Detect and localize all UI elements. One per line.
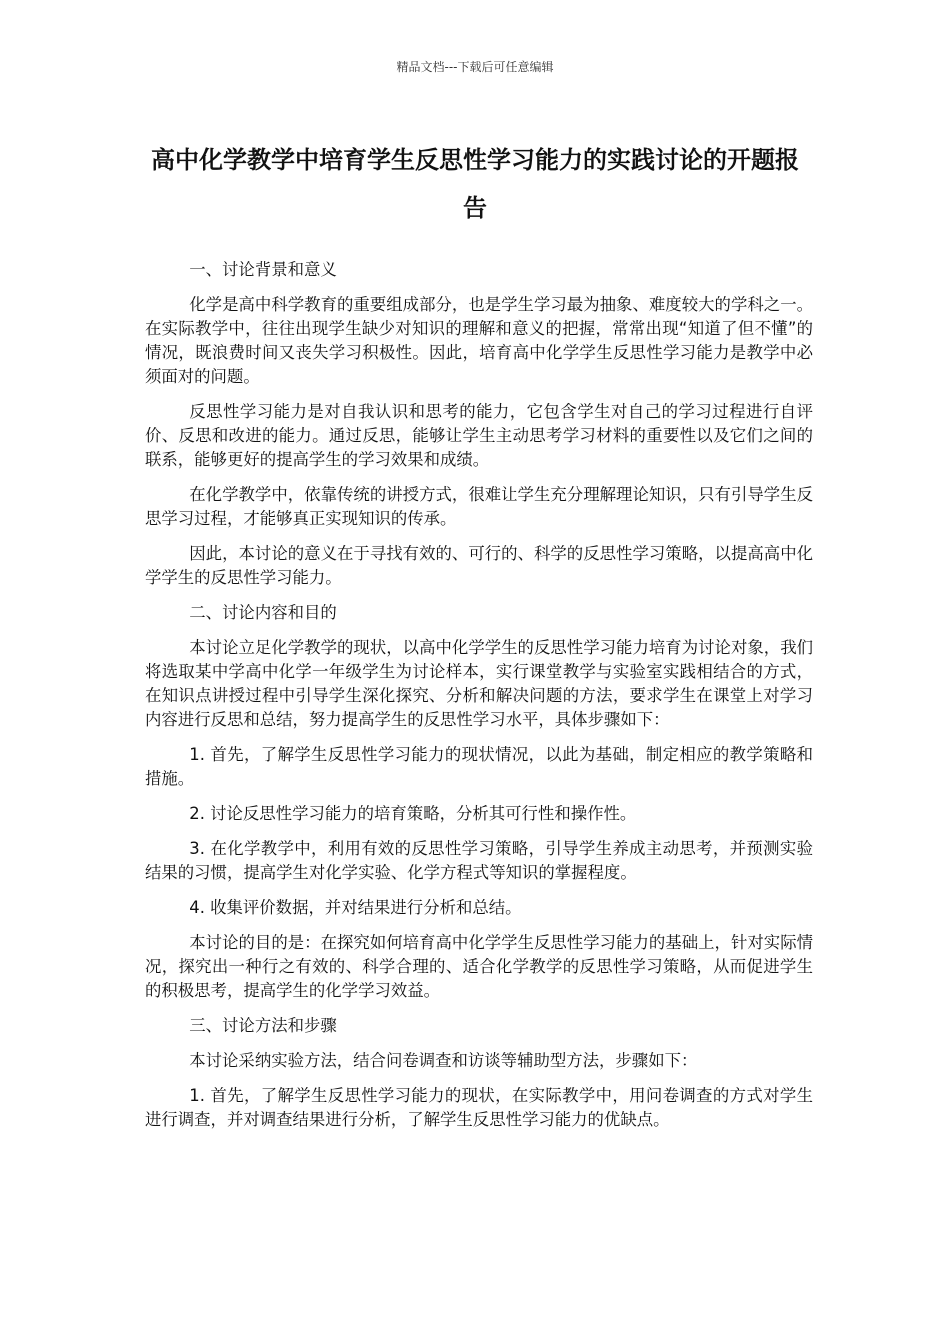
- paragraph: 本讨论的目的是：在探究如何培育高中化学学生反思性学习能力的基础上，针对实际情况，探究出一种行之有效的、科学合理的、适合化学教学的反思性学习策略，从而促进学生的积极思考，提高学生的化学学习效益。: [145, 933, 813, 1000]
- list-item: 1. 首先，了解学生反思性学习能力的现状，在实际教学中，用问卷调查的方式对学生进行调查，并对调查结果进行分析，了解学生反思性学习能力的优缺点。: [145, 1086, 813, 1129]
- section-heading-background: 一、讨论背景和意义: [189, 260, 337, 279]
- page-header: 精品文档---下载后可任意编辑: [396, 60, 554, 74]
- list-item: 4. 收集评价数据，并对结果进行分析和总结。: [189, 898, 522, 917]
- paragraph: 因此，本讨论的意义在于寻找有效的、可行的、科学的反思性学习策略，以提高高中化学学生的反思性学习能力。: [145, 544, 813, 587]
- list-item: 1. 首先，了解学生反思性学习能力的现状情况，以此为基础，制定相应的教学策略和措施。: [145, 745, 813, 788]
- document-title: 高中化学教学中培育学生反思性学习能力的实践讨论的开题报告: [151, 146, 799, 222]
- section-heading-content: 二、讨论内容和目的: [189, 603, 337, 622]
- paragraph: 在化学教学中，依靠传统的讲授方式，很难让学生充分理解理论知识，只有引导学生反思学习过程，才能够真正实现知识的传承。: [145, 485, 813, 528]
- paragraph: 化学是高中科学教育的重要组成部分，也是学生学习最为抽象、难度较大的学科之一。在实际教学中，往往出现学生缺少对知识的理解和意义的把握，常常出现“知道了但不懂”的情况，既浪费时间又丧失学习积极性。因此，培育高中化学学生反思性学习能力是教学中必须面对的问题。: [145, 295, 813, 386]
- paragraph: 反思性学习能力是对自我认识和思考的能力，它包含学生对自己的学习过程进行自评价、反思和改进的能力。通过反思，能够让学生主动思考学习材料的重要性以及它们之间的联系，能够更好的提高学生的学习效果和成绩。: [145, 402, 813, 469]
- document-body: [145, 258, 813, 1143]
- paragraph: 本讨论采纳实验方法，结合问卷调查和访谈等辅助型方法，步骤如下：: [189, 1051, 698, 1070]
- list-item: 3. 在化学教学中，利用有效的反思性学习策略，引导学生养成主动思考，并预测实验结果的习惯，提高学生对化学实验、化学方程式等知识的掌握程度。: [145, 839, 813, 882]
- section-heading-method: 三、讨论方法和步骤: [189, 1016, 337, 1035]
- list-item: 2. 讨论反思性学习能力的培育策略，分析其可行性和操作性。: [189, 804, 637, 823]
- paragraph: 本讨论立足化学教学的现状，以高中化学学生的反思性学习能力培育为讨论对象，我们将选取某中学高中化学一年级学生为讨论样本，实行课堂教学与实验室实践相结合的方式，在知识点讲授过程中引导学生深化探究、分析和解决问题的方法，要求学生在课堂上对学习内容进行反思和总结，努力提高学生的反思性学习水平，具体步骤如下：: [145, 638, 813, 729]
